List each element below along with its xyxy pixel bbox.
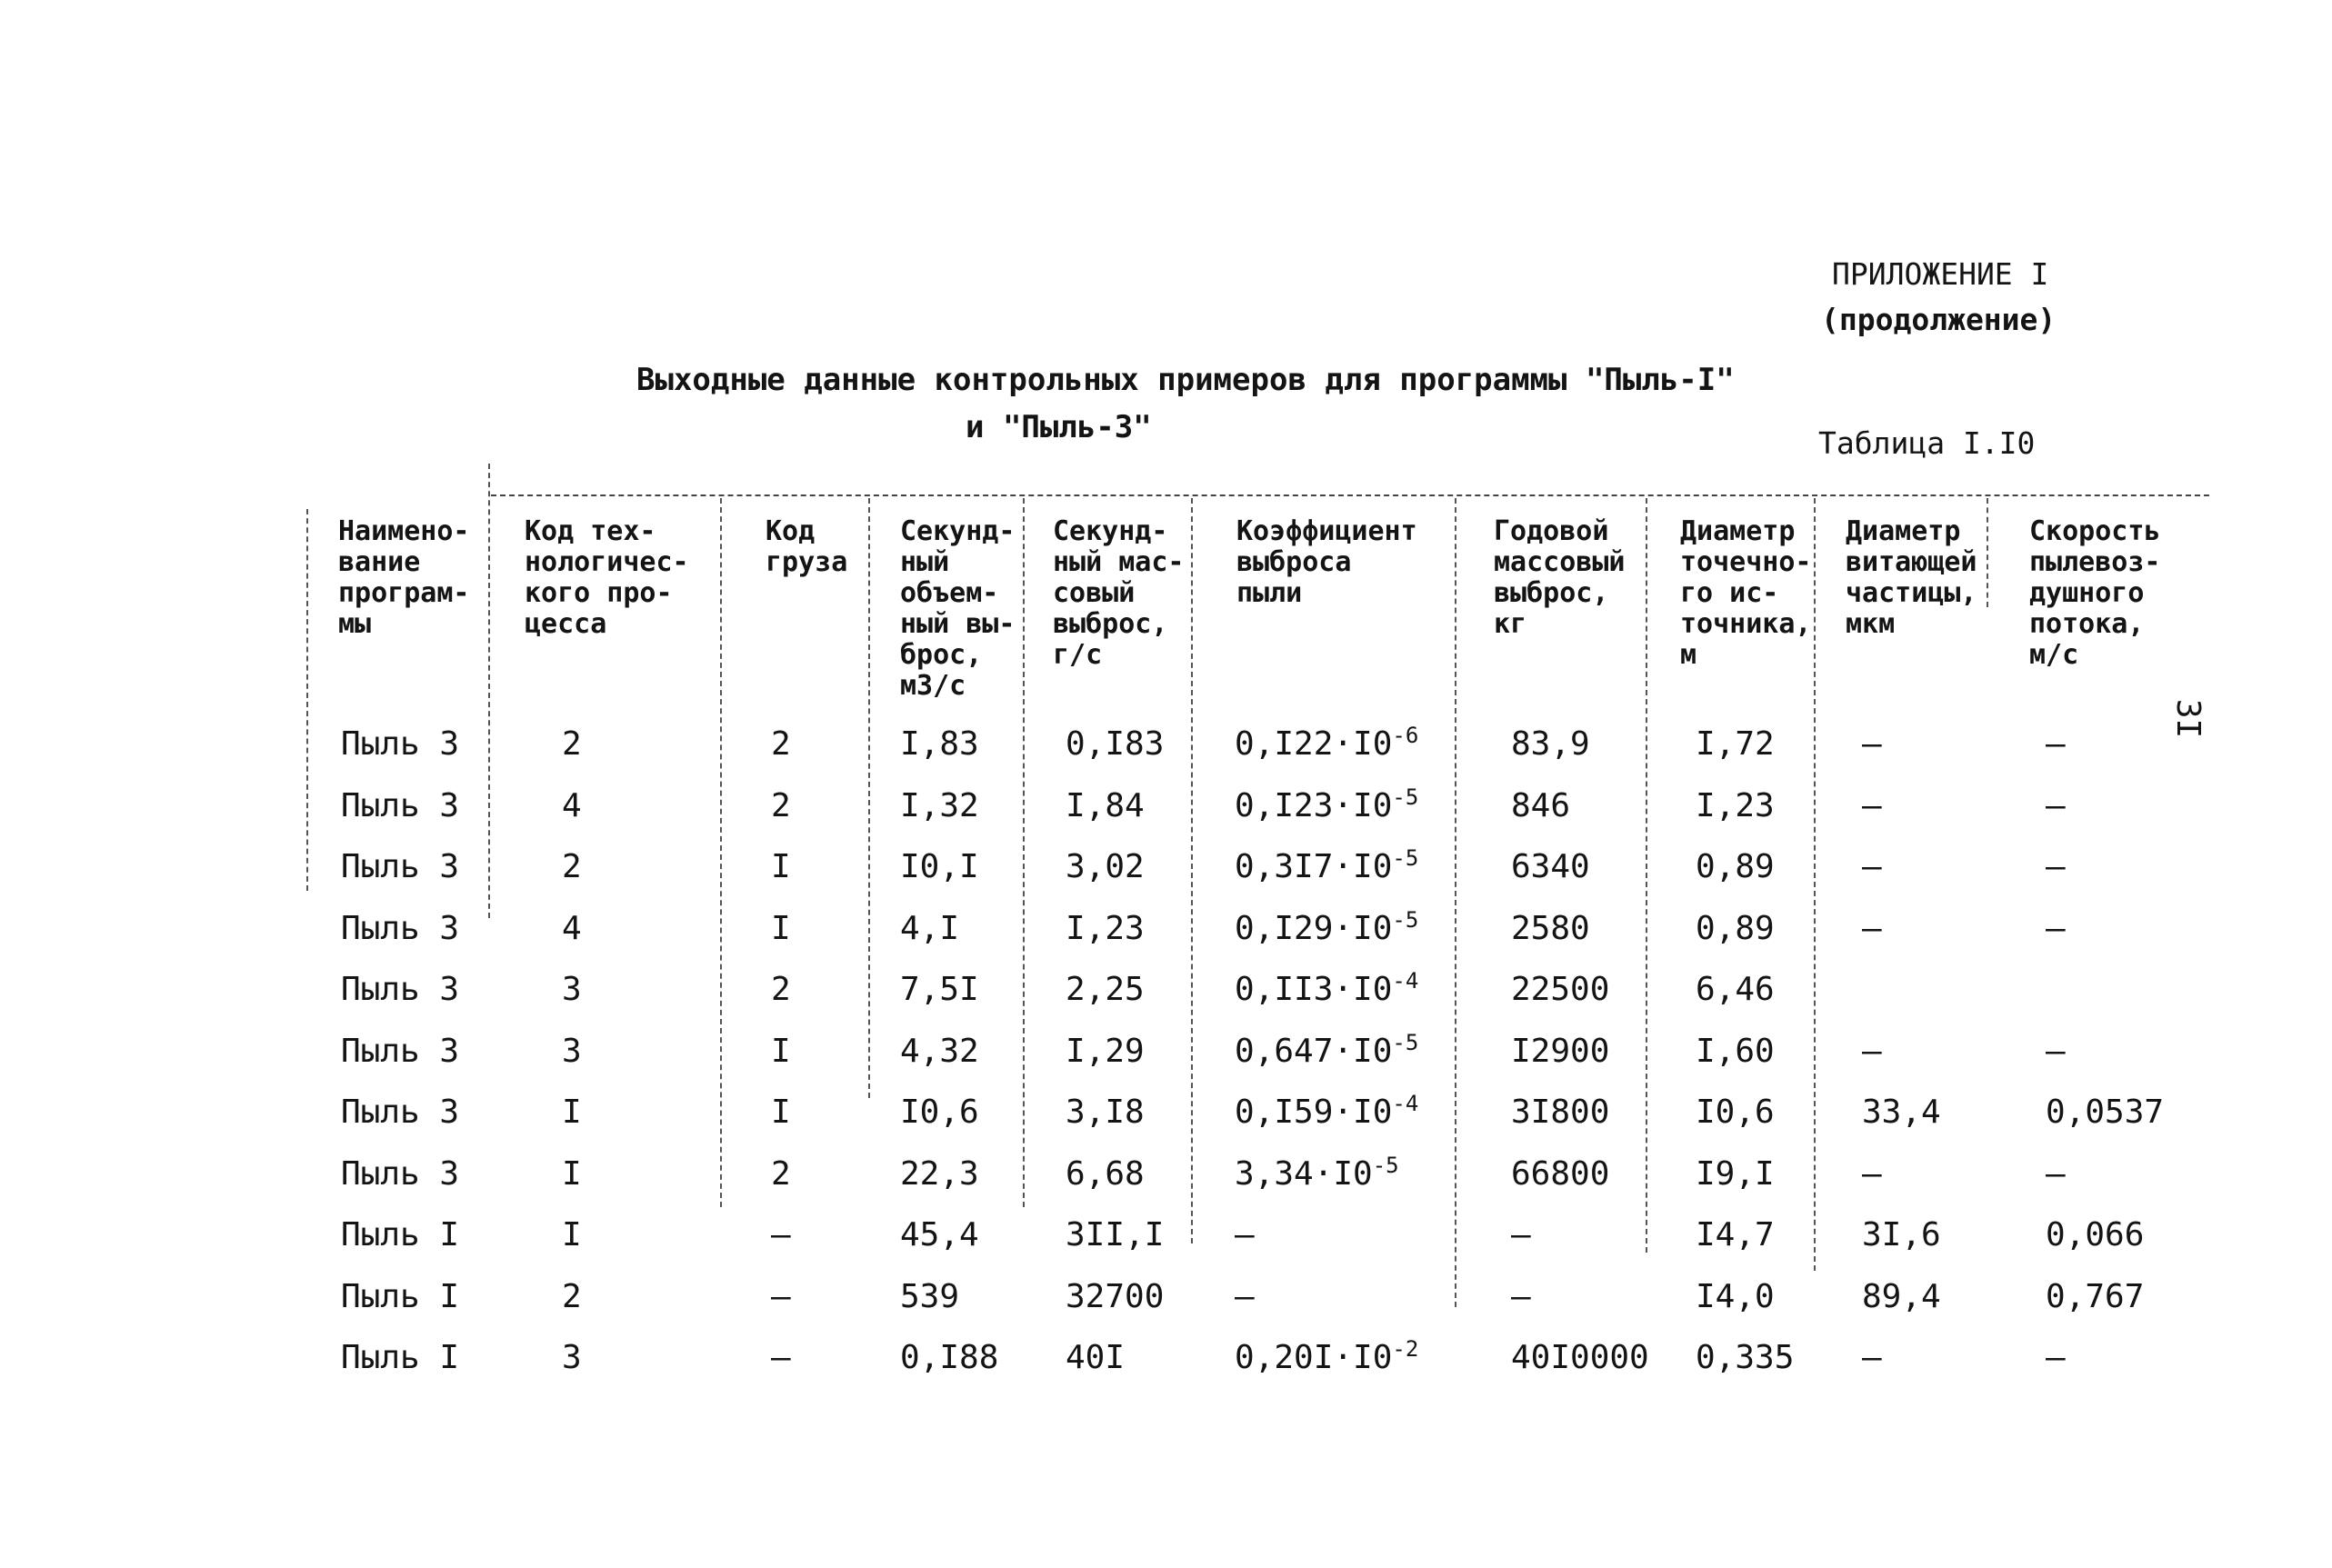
cell-source-diameter bbox=[1696, 787, 1775, 824]
cell-cargo-code bbox=[771, 1094, 791, 1131]
cell-process-code bbox=[562, 1278, 582, 1315]
cell-process-code bbox=[562, 1339, 582, 1376]
cell-mass-emission bbox=[1066, 910, 1145, 947]
cell-particle-diameter bbox=[1862, 1216, 1941, 1253]
cell-cargo-code-text: I bbox=[771, 1094, 791, 1131]
cell-program-text: Пыль 3 bbox=[341, 1094, 460, 1131]
cell-annual-emission-text: I2900 bbox=[1511, 1033, 1610, 1070]
cell-particle-diameter-text: – bbox=[1862, 1033, 1882, 1070]
cell-program bbox=[341, 1155, 459, 1193]
cell-process-code bbox=[562, 1033, 582, 1070]
cell-mass-emission bbox=[1066, 1216, 1164, 1253]
cell-cargo-code bbox=[771, 1278, 791, 1315]
cell-source-diameter-text: I4,0 bbox=[1696, 1278, 1775, 1315]
cell-dust-coefficient bbox=[1235, 968, 1419, 1008]
cell-flow-speed-text: – bbox=[2046, 910, 2066, 947]
cell-dust-coefficient-text: 0,I22·I0 bbox=[1235, 725, 1393, 763]
cell-annual-emission bbox=[1511, 725, 1590, 763]
cell-source-diameter-text: 0,89 bbox=[1696, 848, 1775, 885]
cell-particle-diameter-text: – bbox=[1862, 848, 1882, 885]
column-divider bbox=[720, 498, 722, 1207]
cell-cargo-code bbox=[771, 787, 791, 824]
cell-source-diameter-text: I,23 bbox=[1696, 787, 1775, 824]
column-header-process-code: Код тех- нологичес- кого про- цесса bbox=[525, 515, 689, 640]
cell-flow-speed bbox=[2046, 1216, 2144, 1253]
cell-source-diameter bbox=[1696, 848, 1775, 885]
cell-source-diameter bbox=[1696, 1094, 1775, 1131]
page-number: 3I bbox=[2169, 698, 2207, 739]
column-header-program-name: Наимено- вание програм- мы bbox=[338, 515, 470, 640]
cell-particle-diameter bbox=[1862, 1155, 1882, 1193]
cell-mass-emission-text: 40I bbox=[1066, 1339, 1126, 1376]
cell-source-diameter bbox=[1696, 1216, 1775, 1253]
cell-mass-emission-text: 3,I8 bbox=[1066, 1094, 1145, 1131]
cell-mass-emission-text: I,29 bbox=[1066, 1033, 1145, 1070]
cell-process-code bbox=[562, 787, 582, 824]
cell-process-code-text: 2 bbox=[562, 1278, 582, 1315]
cell-flow-speed-text: – bbox=[2046, 1155, 2066, 1193]
coefficient-exponent: -6 bbox=[1392, 723, 1419, 748]
cell-volume-emission-text: 45,4 bbox=[900, 1216, 979, 1253]
cell-annual-emission bbox=[1511, 787, 1570, 824]
cell-cargo-code-text: I bbox=[771, 1033, 791, 1070]
cell-flow-speed-text: – bbox=[2046, 725, 2066, 763]
cell-flow-speed bbox=[2046, 1033, 2066, 1070]
cell-process-code-text: 4 bbox=[562, 910, 582, 947]
cell-program bbox=[341, 725, 459, 763]
column-header-dust-coefficient: Коэффициент выброса пыли bbox=[1236, 515, 1417, 609]
cell-flow-speed bbox=[2046, 787, 2066, 824]
cell-cargo-code-text: – bbox=[771, 1216, 791, 1253]
cell-program-text: Пыль I bbox=[341, 1216, 460, 1253]
cell-particle-diameter-text: – bbox=[1862, 1339, 1882, 1376]
column-header-particle-diameter: Диаметр витающей частицы, мкм bbox=[1846, 515, 1977, 640]
cell-cargo-code bbox=[771, 725, 791, 763]
table-title-line-1: Выходные данные контрольных примеров для программы "Пыль-I" bbox=[636, 362, 1735, 398]
cell-source-diameter bbox=[1696, 1155, 1775, 1193]
cell-process-code-text: I bbox=[562, 1216, 582, 1253]
cell-volume-emission bbox=[900, 725, 979, 763]
cell-volume-emission bbox=[900, 1155, 979, 1193]
cell-process-code bbox=[562, 1094, 582, 1131]
cell-mass-emission-text: 6,68 bbox=[1066, 1155, 1145, 1193]
cell-annual-emission-text: 3I800 bbox=[1511, 1094, 1610, 1131]
cell-process-code bbox=[562, 1216, 582, 1253]
cell-dust-coefficient bbox=[1235, 1336, 1419, 1376]
cell-volume-emission-text: 539 bbox=[900, 1278, 960, 1315]
cell-dust-coefficient bbox=[1235, 1155, 1399, 1193]
column-header-source-diameter: Диаметр точечно- го ис- точника, м bbox=[1680, 515, 1812, 671]
cell-program-text: Пыль 3 bbox=[341, 848, 460, 885]
cell-flow-speed bbox=[2046, 1155, 2066, 1193]
cell-particle-diameter-text: – bbox=[1862, 787, 1882, 824]
cell-source-diameter bbox=[1696, 1278, 1775, 1315]
cell-annual-emission-text: 40I0000 bbox=[1511, 1339, 1649, 1376]
cell-program-text: Пыль 3 bbox=[341, 787, 460, 824]
cell-program bbox=[341, 1094, 459, 1131]
cell-particle-diameter bbox=[1862, 1278, 1941, 1315]
cell-mass-emission-text: 2,25 bbox=[1066, 971, 1145, 1008]
cell-cargo-code-text: I bbox=[771, 910, 791, 947]
cell-particle-diameter bbox=[1862, 1094, 1941, 1131]
appendix-label: ПРИЛОЖЕНИЕ I bbox=[1832, 256, 2049, 292]
cell-source-diameter-text: I0,6 bbox=[1696, 1094, 1775, 1131]
cell-dust-coefficient bbox=[1235, 1278, 1255, 1315]
cell-particle-diameter-text: 3I,6 bbox=[1862, 1216, 1941, 1253]
cell-dust-coefficient bbox=[1235, 907, 1419, 947]
table-top-rule bbox=[491, 494, 2209, 496]
column-divider bbox=[1023, 498, 1025, 1207]
cell-mass-emission-text: 0,I83 bbox=[1066, 725, 1165, 763]
cell-source-diameter-text: I4,7 bbox=[1696, 1216, 1775, 1253]
cell-particle-diameter-text: – bbox=[1862, 1155, 1882, 1193]
cell-volume-emission bbox=[900, 1278, 959, 1315]
column-header-annual-emission: Годовой массовый выброс, кг bbox=[1494, 515, 1626, 640]
cell-flow-speed-text: – bbox=[2046, 1033, 2066, 1070]
cell-annual-emission-text: 2580 bbox=[1511, 910, 1590, 947]
coefficient-exponent: -5 bbox=[1392, 845, 1419, 871]
cell-source-diameter bbox=[1696, 1033, 1775, 1070]
cell-program bbox=[341, 971, 459, 1008]
cell-program-text: Пыль 3 bbox=[341, 971, 460, 1008]
cell-annual-emission bbox=[1511, 1278, 1531, 1315]
cell-annual-emission bbox=[1511, 910, 1590, 947]
cell-process-code-text: 2 bbox=[562, 725, 582, 763]
cell-particle-diameter bbox=[1862, 787, 1882, 824]
cell-cargo-code-text: 2 bbox=[771, 725, 791, 763]
cell-dust-coefficient-text: 0,I59·I0 bbox=[1235, 1094, 1393, 1131]
cell-annual-emission-text: 22500 bbox=[1511, 971, 1610, 1008]
cell-cargo-code-text: I bbox=[771, 848, 791, 885]
cell-dust-coefficient bbox=[1235, 1216, 1255, 1253]
cell-dust-coefficient bbox=[1235, 784, 1419, 824]
cell-program-text: Пыль 3 bbox=[341, 725, 460, 763]
cell-flow-speed bbox=[2046, 1278, 2144, 1315]
cell-source-diameter bbox=[1696, 971, 1775, 1008]
cell-flow-speed-text: 0,767 bbox=[2046, 1278, 2145, 1315]
cell-volume-emission bbox=[900, 1033, 979, 1070]
cell-source-diameter-text: 0,335 bbox=[1696, 1339, 1795, 1376]
cell-program-text: Пыль 3 bbox=[341, 910, 460, 947]
cell-annual-emission-text: 83,9 bbox=[1511, 725, 1590, 763]
column-divider bbox=[1646, 498, 1647, 1253]
cell-source-diameter-text: 6,46 bbox=[1696, 971, 1775, 1008]
cell-process-code bbox=[562, 848, 582, 885]
column-divider bbox=[488, 464, 490, 918]
cell-process-code-text: 3 bbox=[562, 1339, 582, 1376]
cell-flow-speed-text: 0,066 bbox=[2046, 1216, 2145, 1253]
table-number: Таблица I.I0 bbox=[1818, 425, 2036, 461]
cell-cargo-code bbox=[771, 1339, 791, 1376]
column-header-volume-emission: Секунд- ный объем- ный вы- брос, м3/с bbox=[900, 515, 1016, 702]
cell-particle-diameter-text: – bbox=[1862, 725, 1882, 763]
cell-annual-emission-text: 6340 bbox=[1511, 848, 1590, 885]
cell-process-code bbox=[562, 1155, 582, 1193]
coefficient-exponent: -4 bbox=[1392, 968, 1419, 994]
cell-process-code-text: I bbox=[562, 1155, 582, 1193]
column-header-mass-emission: Секунд- ный мас- совый выброс, г/с bbox=[1053, 515, 1185, 671]
cell-program-text: Пыль I bbox=[341, 1339, 460, 1376]
cell-program bbox=[341, 1339, 459, 1376]
cell-dust-coefficient-text: – bbox=[1235, 1278, 1255, 1315]
cell-particle-diameter bbox=[1862, 848, 1882, 885]
column-divider bbox=[1814, 498, 1816, 1271]
coefficient-exponent: -4 bbox=[1392, 1091, 1419, 1116]
cell-annual-emission bbox=[1511, 1094, 1609, 1131]
coefficient-exponent: -5 bbox=[1392, 784, 1419, 810]
cell-volume-emission bbox=[900, 971, 979, 1008]
cell-source-diameter bbox=[1696, 1339, 1794, 1376]
cell-dust-coefficient-text: 0,I29·I0 bbox=[1235, 910, 1393, 947]
cell-volume-emission-text: I0,6 bbox=[900, 1094, 979, 1131]
cell-program bbox=[341, 848, 459, 885]
cell-dust-coefficient-text: 0,3I7·I0 bbox=[1235, 848, 1393, 885]
column-divider bbox=[306, 509, 308, 891]
coefficient-exponent: -5 bbox=[1372, 1153, 1399, 1178]
cell-dust-coefficient-text: 0,647·I0 bbox=[1235, 1033, 1393, 1070]
cell-volume-emission-text: I0,I bbox=[900, 848, 979, 885]
cell-dust-coefficient-text: 0,II3·I0 bbox=[1235, 971, 1393, 1008]
cell-particle-diameter bbox=[1862, 1033, 1882, 1070]
cell-flow-speed bbox=[2046, 910, 2066, 947]
cell-dust-coefficient-text: – bbox=[1235, 1216, 1255, 1253]
cell-process-code-text: 2 bbox=[562, 848, 582, 885]
cell-flow-speed bbox=[2046, 848, 2066, 885]
cell-annual-emission bbox=[1511, 1033, 1609, 1070]
cell-dust-coefficient-text: 0,20I·I0 bbox=[1235, 1339, 1393, 1376]
cell-annual-emission bbox=[1511, 971, 1609, 1008]
cell-cargo-code-text: 2 bbox=[771, 787, 791, 824]
cell-volume-emission bbox=[900, 848, 979, 885]
cell-particle-diameter bbox=[1862, 910, 1882, 947]
cell-volume-emission-text: I,32 bbox=[900, 787, 979, 824]
cell-flow-speed-text: – bbox=[2046, 848, 2066, 885]
cell-mass-emission-text: I,84 bbox=[1066, 787, 1145, 824]
cell-mass-emission-text: 32700 bbox=[1066, 1278, 1165, 1315]
appendix-continuation: (продолжение) bbox=[1821, 302, 2057, 337]
cell-flow-speed-text: – bbox=[2046, 787, 2066, 824]
cell-cargo-code-text: 2 bbox=[771, 1155, 791, 1193]
cell-program bbox=[341, 1216, 459, 1253]
cell-process-code-text: I bbox=[562, 1094, 582, 1131]
cell-flow-speed-text: – bbox=[2046, 1339, 2066, 1376]
cell-volume-emission-text: I,83 bbox=[900, 725, 979, 763]
cell-annual-emission bbox=[1511, 1339, 1649, 1376]
cell-flow-speed bbox=[2046, 1094, 2164, 1131]
cell-process-code bbox=[562, 725, 582, 763]
cell-mass-emission-text: 3,02 bbox=[1066, 848, 1145, 885]
cell-volume-emission-text: 4,32 bbox=[900, 1033, 979, 1070]
cell-particle-diameter-text: – bbox=[1862, 910, 1882, 947]
cell-flow-speed bbox=[2046, 725, 2066, 763]
cell-cargo-code bbox=[771, 910, 791, 947]
cell-volume-emission-text: 22,3 bbox=[900, 1155, 979, 1193]
cell-mass-emission-text: 3II,I bbox=[1066, 1216, 1165, 1253]
cell-volume-emission bbox=[900, 1094, 979, 1131]
cell-flow-speed-text: 0,0537 bbox=[2046, 1094, 2165, 1131]
cell-mass-emission bbox=[1066, 1278, 1164, 1315]
cell-particle-diameter-text: 33,4 bbox=[1862, 1094, 1941, 1131]
cell-dust-coefficient bbox=[1235, 845, 1419, 885]
cell-program bbox=[341, 787, 459, 824]
cell-volume-emission-text: 7,5I bbox=[900, 971, 979, 1008]
cell-process-code bbox=[562, 910, 582, 947]
cell-volume-emission bbox=[900, 787, 979, 824]
cell-program-text: Пыль 3 bbox=[341, 1155, 460, 1193]
column-divider bbox=[1191, 498, 1193, 1243]
cell-annual-emission bbox=[1511, 848, 1590, 885]
cell-dust-coefficient bbox=[1235, 1030, 1419, 1070]
cell-annual-emission-text: – bbox=[1511, 1216, 1531, 1253]
cell-cargo-code-text: 2 bbox=[771, 971, 791, 1008]
cell-dust-coefficient-text: 0,I23·I0 bbox=[1235, 787, 1393, 824]
column-divider bbox=[868, 498, 870, 1098]
cell-source-diameter bbox=[1696, 910, 1775, 947]
column-header-cargo-code: Код груза bbox=[766, 515, 848, 578]
cell-mass-emission bbox=[1066, 848, 1145, 885]
cell-mass-emission-text: I,23 bbox=[1066, 910, 1145, 947]
cell-mass-emission bbox=[1066, 1339, 1125, 1376]
cell-annual-emission-text: 66800 bbox=[1511, 1155, 1610, 1193]
cell-program-text: Пыль 3 bbox=[341, 1033, 460, 1070]
cell-cargo-code bbox=[771, 1216, 791, 1253]
cell-mass-emission bbox=[1066, 1094, 1145, 1131]
cell-mass-emission bbox=[1066, 725, 1164, 763]
cell-program-text: Пыль I bbox=[341, 1278, 460, 1315]
cell-cargo-code bbox=[771, 1155, 791, 1193]
cell-dust-coefficient bbox=[1235, 725, 1418, 763]
cell-program bbox=[341, 1278, 459, 1315]
cell-particle-diameter bbox=[1862, 725, 1882, 763]
coefficient-exponent: -5 bbox=[1392, 907, 1419, 933]
cell-mass-emission bbox=[1066, 971, 1145, 1008]
cell-volume-emission bbox=[900, 1216, 979, 1253]
cell-mass-emission bbox=[1066, 1155, 1145, 1193]
cell-source-diameter-text: 0,89 bbox=[1696, 910, 1775, 947]
cell-flow-speed bbox=[2046, 1339, 2066, 1376]
column-divider bbox=[1455, 498, 1456, 1307]
cell-cargo-code bbox=[771, 848, 791, 885]
column-divider bbox=[1987, 498, 1988, 607]
cell-annual-emission-text: – bbox=[1511, 1278, 1531, 1315]
cell-source-diameter-text: I,72 bbox=[1696, 725, 1775, 763]
cell-source-diameter-text: I,60 bbox=[1696, 1033, 1775, 1070]
cell-annual-emission bbox=[1511, 1155, 1609, 1193]
cell-program bbox=[341, 1033, 459, 1070]
cell-dust-coefficient-text: 3,34·I0 bbox=[1235, 1155, 1373, 1193]
cell-dust-coefficient bbox=[1235, 1091, 1419, 1131]
cell-annual-emission bbox=[1511, 1216, 1531, 1253]
cell-cargo-code-text: – bbox=[771, 1278, 791, 1315]
table-title-line-2: и "Пыль-3" bbox=[966, 409, 1152, 445]
cell-annual-emission-text: 846 bbox=[1511, 787, 1571, 824]
cell-process-code-text: 3 bbox=[562, 1033, 582, 1070]
cell-cargo-code-text: – bbox=[771, 1339, 791, 1376]
cell-source-diameter bbox=[1696, 725, 1775, 763]
cell-program bbox=[341, 910, 459, 947]
cell-volume-emission bbox=[900, 1339, 998, 1376]
cell-volume-emission bbox=[900, 910, 959, 947]
cell-particle-diameter bbox=[1862, 1339, 1882, 1376]
cell-particle-diameter-text: 89,4 bbox=[1862, 1278, 1941, 1315]
cell-cargo-code bbox=[771, 1033, 791, 1070]
coefficient-exponent: -5 bbox=[1392, 1030, 1419, 1055]
cell-mass-emission bbox=[1066, 787, 1145, 824]
cell-cargo-code bbox=[771, 971, 791, 1008]
cell-mass-emission bbox=[1066, 1033, 1145, 1070]
cell-process-code bbox=[562, 971, 582, 1008]
coefficient-exponent: -2 bbox=[1392, 1336, 1419, 1362]
cell-volume-emission-text: 4,I bbox=[900, 910, 960, 947]
cell-process-code-text: 4 bbox=[562, 787, 582, 824]
cell-process-code-text: 3 bbox=[562, 971, 582, 1008]
cell-source-diameter-text: I9,I bbox=[1696, 1155, 1775, 1193]
column-header-flow-speed: Скорость пылевоз- душного потока, м/с bbox=[2029, 515, 2161, 671]
cell-volume-emission-text: 0,I88 bbox=[900, 1339, 999, 1376]
